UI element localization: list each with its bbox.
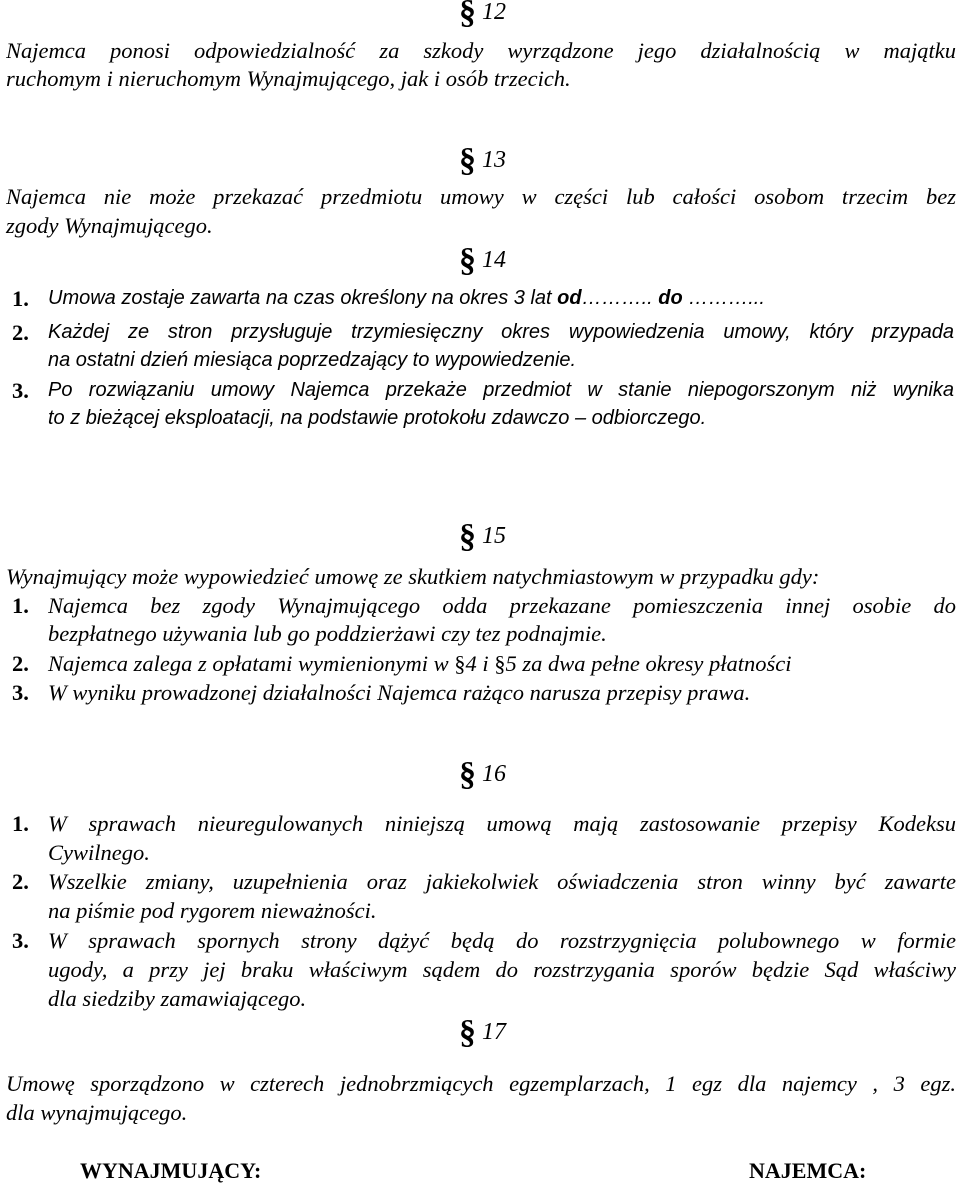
section-15-heading — [459, 520, 506, 554]
section-number: 14 — [482, 247, 506, 273]
section-16-item-2-line-1: Wszelkie zmiany, uzupełnienia oraz jakiekolwiek oświadczenia stron winny być zawarte — [48, 871, 956, 894]
section-17-heading — [459, 1016, 506, 1050]
section-number: 17 — [482, 1019, 506, 1045]
section-sign: § — [459, 756, 476, 793]
signature-label-tenant: NAJEMCA: — [749, 1158, 867, 1183]
od-label: od — [557, 287, 582, 309]
section-sign: § — [454, 651, 466, 676]
section-15-item-1-line-1: Najemca bez zgody Wynajmującego odda przekazane pomieszczenia innej osobie do — [48, 595, 956, 618]
section-number: 15 — [482, 523, 506, 549]
list-number: 3. — [12, 680, 29, 705]
section-14-item-2-line-2: na ostatni dzień miesiąca poprzedzający to wypowiedzenie. — [48, 349, 577, 371]
signature-label-landlord: WYNAJMUJĄCY: — [80, 1158, 262, 1183]
section-17-line-2: dla wynajmującego. — [6, 1100, 188, 1125]
section-16-heading — [459, 758, 506, 792]
section-17-line-1: Umowę sporządzono w czterech jednobrzmiących egzemplarzach, 1 egz dla najemcy , 3 egz. — [6, 1073, 956, 1096]
section-14-item-3-line-1: Po rozwiązaniu umowy Najemca przekaże przedmiot w stanie niepogorszonym niż wynika — [48, 380, 954, 401]
section-14-item-3-line-2: to z bieżącej eksploatacji, na podstawie protokołu zdawczo – odbiorczego. — [48, 407, 707, 429]
section-15-item-1-line-2: bezpłatnego używania lub go poddzierżawi czy tez podnajmie. — [48, 621, 607, 646]
section-13-line-1: Najemca nie może przekazać przedmiotu umowy w części lub całości osobom trzecim bez — [6, 186, 956, 209]
section-16-item-3-line-1: W sprawach spornych strony dążyć będą do rozstrzygnięcia polubownego w formie — [48, 930, 956, 953]
list-number: 2. — [12, 320, 29, 345]
section-16-item-2-line-2: na piśmie pod rygorem nieważności. — [48, 898, 377, 923]
section-sign: § — [459, 1014, 476, 1051]
section-sign: § — [494, 651, 506, 676]
section-ref: 4 i — [465, 651, 495, 676]
list-number: 3. — [12, 928, 29, 953]
list-number: 1. — [12, 593, 29, 618]
list-number: 3. — [12, 378, 29, 403]
section-14-item-1 — [48, 288, 765, 308]
date-placeholder-from: ……….. — [581, 287, 659, 309]
section-sign: § — [459, 142, 476, 179]
section-12-line-2: ruchomym i nieruchomym Wynajmującego, jak i osób trzecich. — [6, 66, 571, 91]
section-16-item-3-line-3: dla siedziby zamawiającego. — [48, 986, 307, 1011]
section-number: 13 — [482, 147, 506, 173]
section-sign: § — [459, 518, 476, 555]
section-15-item-3: W wyniku prowadzonej działalności Najemca rażąco narusza przepisy prawa. — [48, 680, 751, 705]
section-16-item-3-line-2: ugody, a przy jej braku właściwym sądem do rozstrzygania sporów będzie Sąd właściwy — [48, 959, 956, 982]
section-sign: § — [459, 0, 476, 31]
list-number: 2. — [12, 869, 29, 894]
section-sign: § — [459, 242, 476, 279]
section-15-item-2 — [48, 653, 791, 676]
list-number: 1. — [12, 811, 29, 836]
list-number: 1. — [12, 286, 29, 311]
item-text: Umowa zostaje zawarta na czas określony na okres 3 lat — [48, 287, 558, 309]
section-12-heading — [459, 0, 506, 30]
section-ref: 5 za dwa pełne okresy płatności — [505, 651, 792, 676]
list-number: 2. — [12, 651, 29, 676]
do-label: do — [658, 287, 683, 309]
section-15-intro: Wynajmujący może wypowiedzieć umowę ze skutkiem natychmiastowym w przypadku gdy: — [6, 564, 820, 589]
section-number: 16 — [482, 761, 506, 787]
date-placeholder-to: ………... — [682, 287, 765, 309]
section-16-item-1-line-1: W sprawach nieuregulowanych niniejszą umową mają zastosowanie przepisy Kodeksu — [48, 813, 956, 836]
section-12-line-1: Najemca ponosi odpowiedzialność za szkody wyrządzone jego działalnością w majątku — [6, 40, 956, 63]
section-14-heading — [459, 244, 506, 278]
item-text: Najemca zalega z opłatami wymienionymi w — [48, 651, 455, 676]
section-13-heading — [459, 144, 506, 178]
section-14-item-2-line-1: Każdej ze stron przysługuje trzymiesięczny okres wypowiedzenia umowy, który przypada — [48, 322, 954, 343]
section-number: 12 — [482, 0, 506, 25]
section-16-item-1-line-2: Cywilnego. — [48, 840, 150, 865]
section-13-line-2: zgody Wynajmującego. — [6, 213, 213, 238]
